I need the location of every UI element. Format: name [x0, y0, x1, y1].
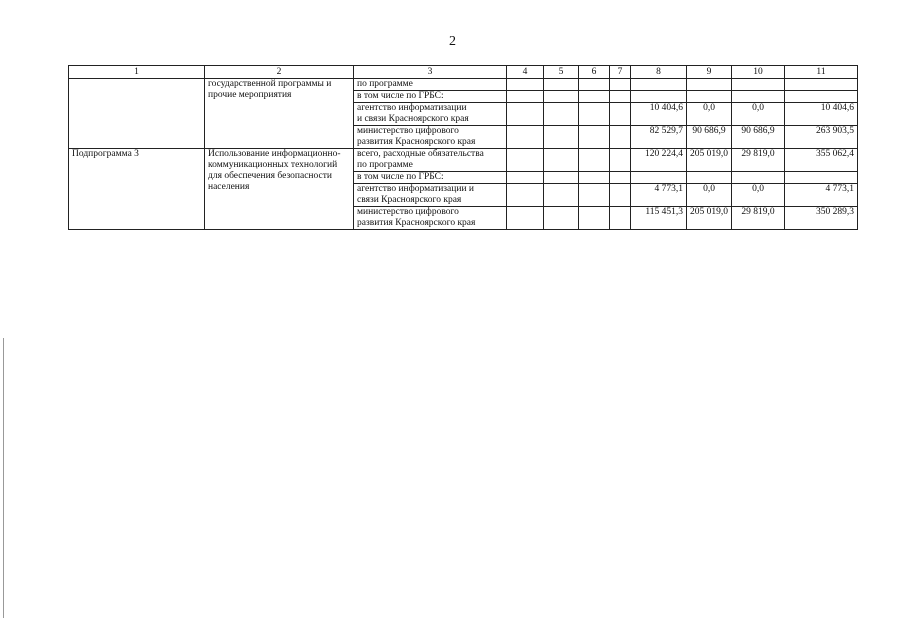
expense-type-cell: агентство информатизации и связи Красноярского края	[354, 103, 507, 126]
empty-cell-4	[507, 149, 544, 172]
empty-cell-5	[544, 79, 579, 91]
program-name-cell: государственной программы и прочие мероприятия	[205, 79, 354, 149]
value-col-9: 205 019,0	[687, 207, 732, 230]
value-col-9	[687, 172, 732, 184]
value-col-9	[687, 79, 732, 91]
value-col-10	[732, 91, 785, 103]
empty-cell-4	[507, 126, 544, 149]
value-col-8: 120 224,4	[631, 149, 687, 172]
header-cell-4: 4	[507, 66, 544, 79]
header-cell-5: 5	[544, 66, 579, 79]
program-code-cell	[69, 79, 205, 149]
value-col-10: 29 819,0	[732, 207, 785, 230]
value-col-8	[631, 91, 687, 103]
empty-cell-7	[610, 149, 631, 172]
value-col-10	[732, 172, 785, 184]
empty-cell-7	[610, 172, 631, 184]
empty-cell-6	[579, 79, 610, 91]
header-cell-3: 3	[354, 66, 507, 79]
value-col-10: 29 819,0	[732, 149, 785, 172]
table-body	[69, 66, 858, 230]
value-col-10: 90 686,9	[732, 126, 785, 149]
empty-cell-4	[507, 91, 544, 103]
expense-type-cell: в том числе по ГРБС:	[354, 172, 507, 184]
value-col-11: 4 773,1	[785, 184, 858, 207]
empty-cell-5	[544, 172, 579, 184]
header-cell-2: 2	[205, 66, 354, 79]
header-cell-1: 1	[69, 66, 205, 79]
empty-cell-7	[610, 207, 631, 230]
header-cell-6: 6	[579, 66, 610, 79]
header-row	[69, 66, 858, 79]
value-col-10	[732, 79, 785, 91]
table-row	[69, 79, 858, 91]
value-col-8	[631, 172, 687, 184]
value-col-11	[785, 79, 858, 91]
empty-cell-6	[579, 91, 610, 103]
empty-cell-6	[579, 172, 610, 184]
value-col-8	[631, 79, 687, 91]
header-cell-9: 9	[687, 66, 732, 79]
value-col-11: 355 062,4	[785, 149, 858, 172]
program-code-cell: Подпрограмма 3	[69, 149, 205, 230]
empty-cell-5	[544, 207, 579, 230]
expense-type-cell: министерство цифрового развития Красноярского края	[354, 126, 507, 149]
empty-cell-7	[610, 91, 631, 103]
value-col-11: 350 289,3	[785, 207, 858, 230]
program-name-cell: Использование информационно- коммуникационных технологий для обеспечения безопасности населения	[205, 149, 354, 230]
empty-cell-5	[544, 91, 579, 103]
empty-cell-4	[507, 172, 544, 184]
value-col-8: 82 529,7	[631, 126, 687, 149]
empty-cell-6	[579, 149, 610, 172]
expense-type-cell: министерство цифрового развития Красноярского края	[354, 207, 507, 230]
value-col-9: 0,0	[687, 184, 732, 207]
value-col-8: 115 451,3	[631, 207, 687, 230]
header-cell-7: 7	[610, 66, 631, 79]
value-col-11: 263 903,5	[785, 126, 858, 149]
value-col-11: 10 404,6	[785, 103, 858, 126]
empty-cell-6	[579, 207, 610, 230]
empty-cell-5	[544, 149, 579, 172]
value-col-10: 0,0	[732, 103, 785, 126]
empty-cell-5	[544, 126, 579, 149]
expense-type-cell: всего, расходные обязательства по программе	[354, 149, 507, 172]
value-col-11	[785, 91, 858, 103]
expense-type-cell: по программе	[354, 79, 507, 91]
value-col-8: 4 773,1	[631, 184, 687, 207]
empty-cell-7	[610, 79, 631, 91]
scan-edge-line	[3, 338, 4, 618]
header-cell-11: 11	[785, 66, 858, 79]
empty-cell-6	[579, 184, 610, 207]
empty-cell-4	[507, 184, 544, 207]
empty-cell-6	[579, 126, 610, 149]
value-col-9: 90 686,9	[687, 126, 732, 149]
budget-table	[68, 65, 858, 230]
table-row	[69, 149, 858, 172]
value-col-9: 0,0	[687, 103, 732, 126]
value-col-8: 10 404,6	[631, 103, 687, 126]
empty-cell-7	[610, 103, 631, 126]
expense-type-cell: в том числе по ГРБС:	[354, 91, 507, 103]
empty-cell-6	[579, 103, 610, 126]
header-cell-10: 10	[732, 66, 785, 79]
empty-cell-5	[544, 103, 579, 126]
value-col-11	[785, 172, 858, 184]
empty-cell-7	[610, 126, 631, 149]
empty-cell-4	[507, 207, 544, 230]
empty-cell-4	[507, 103, 544, 126]
value-col-9	[687, 91, 732, 103]
value-col-10: 0,0	[732, 184, 785, 207]
header-cell-8: 8	[631, 66, 687, 79]
page-number: 2	[449, 34, 456, 49]
value-col-9: 205 019,0	[687, 149, 732, 172]
empty-cell-5	[544, 184, 579, 207]
expense-type-cell: агентство информатизации и связи Красноярского края	[354, 184, 507, 207]
empty-cell-4	[507, 79, 544, 91]
empty-cell-7	[610, 184, 631, 207]
